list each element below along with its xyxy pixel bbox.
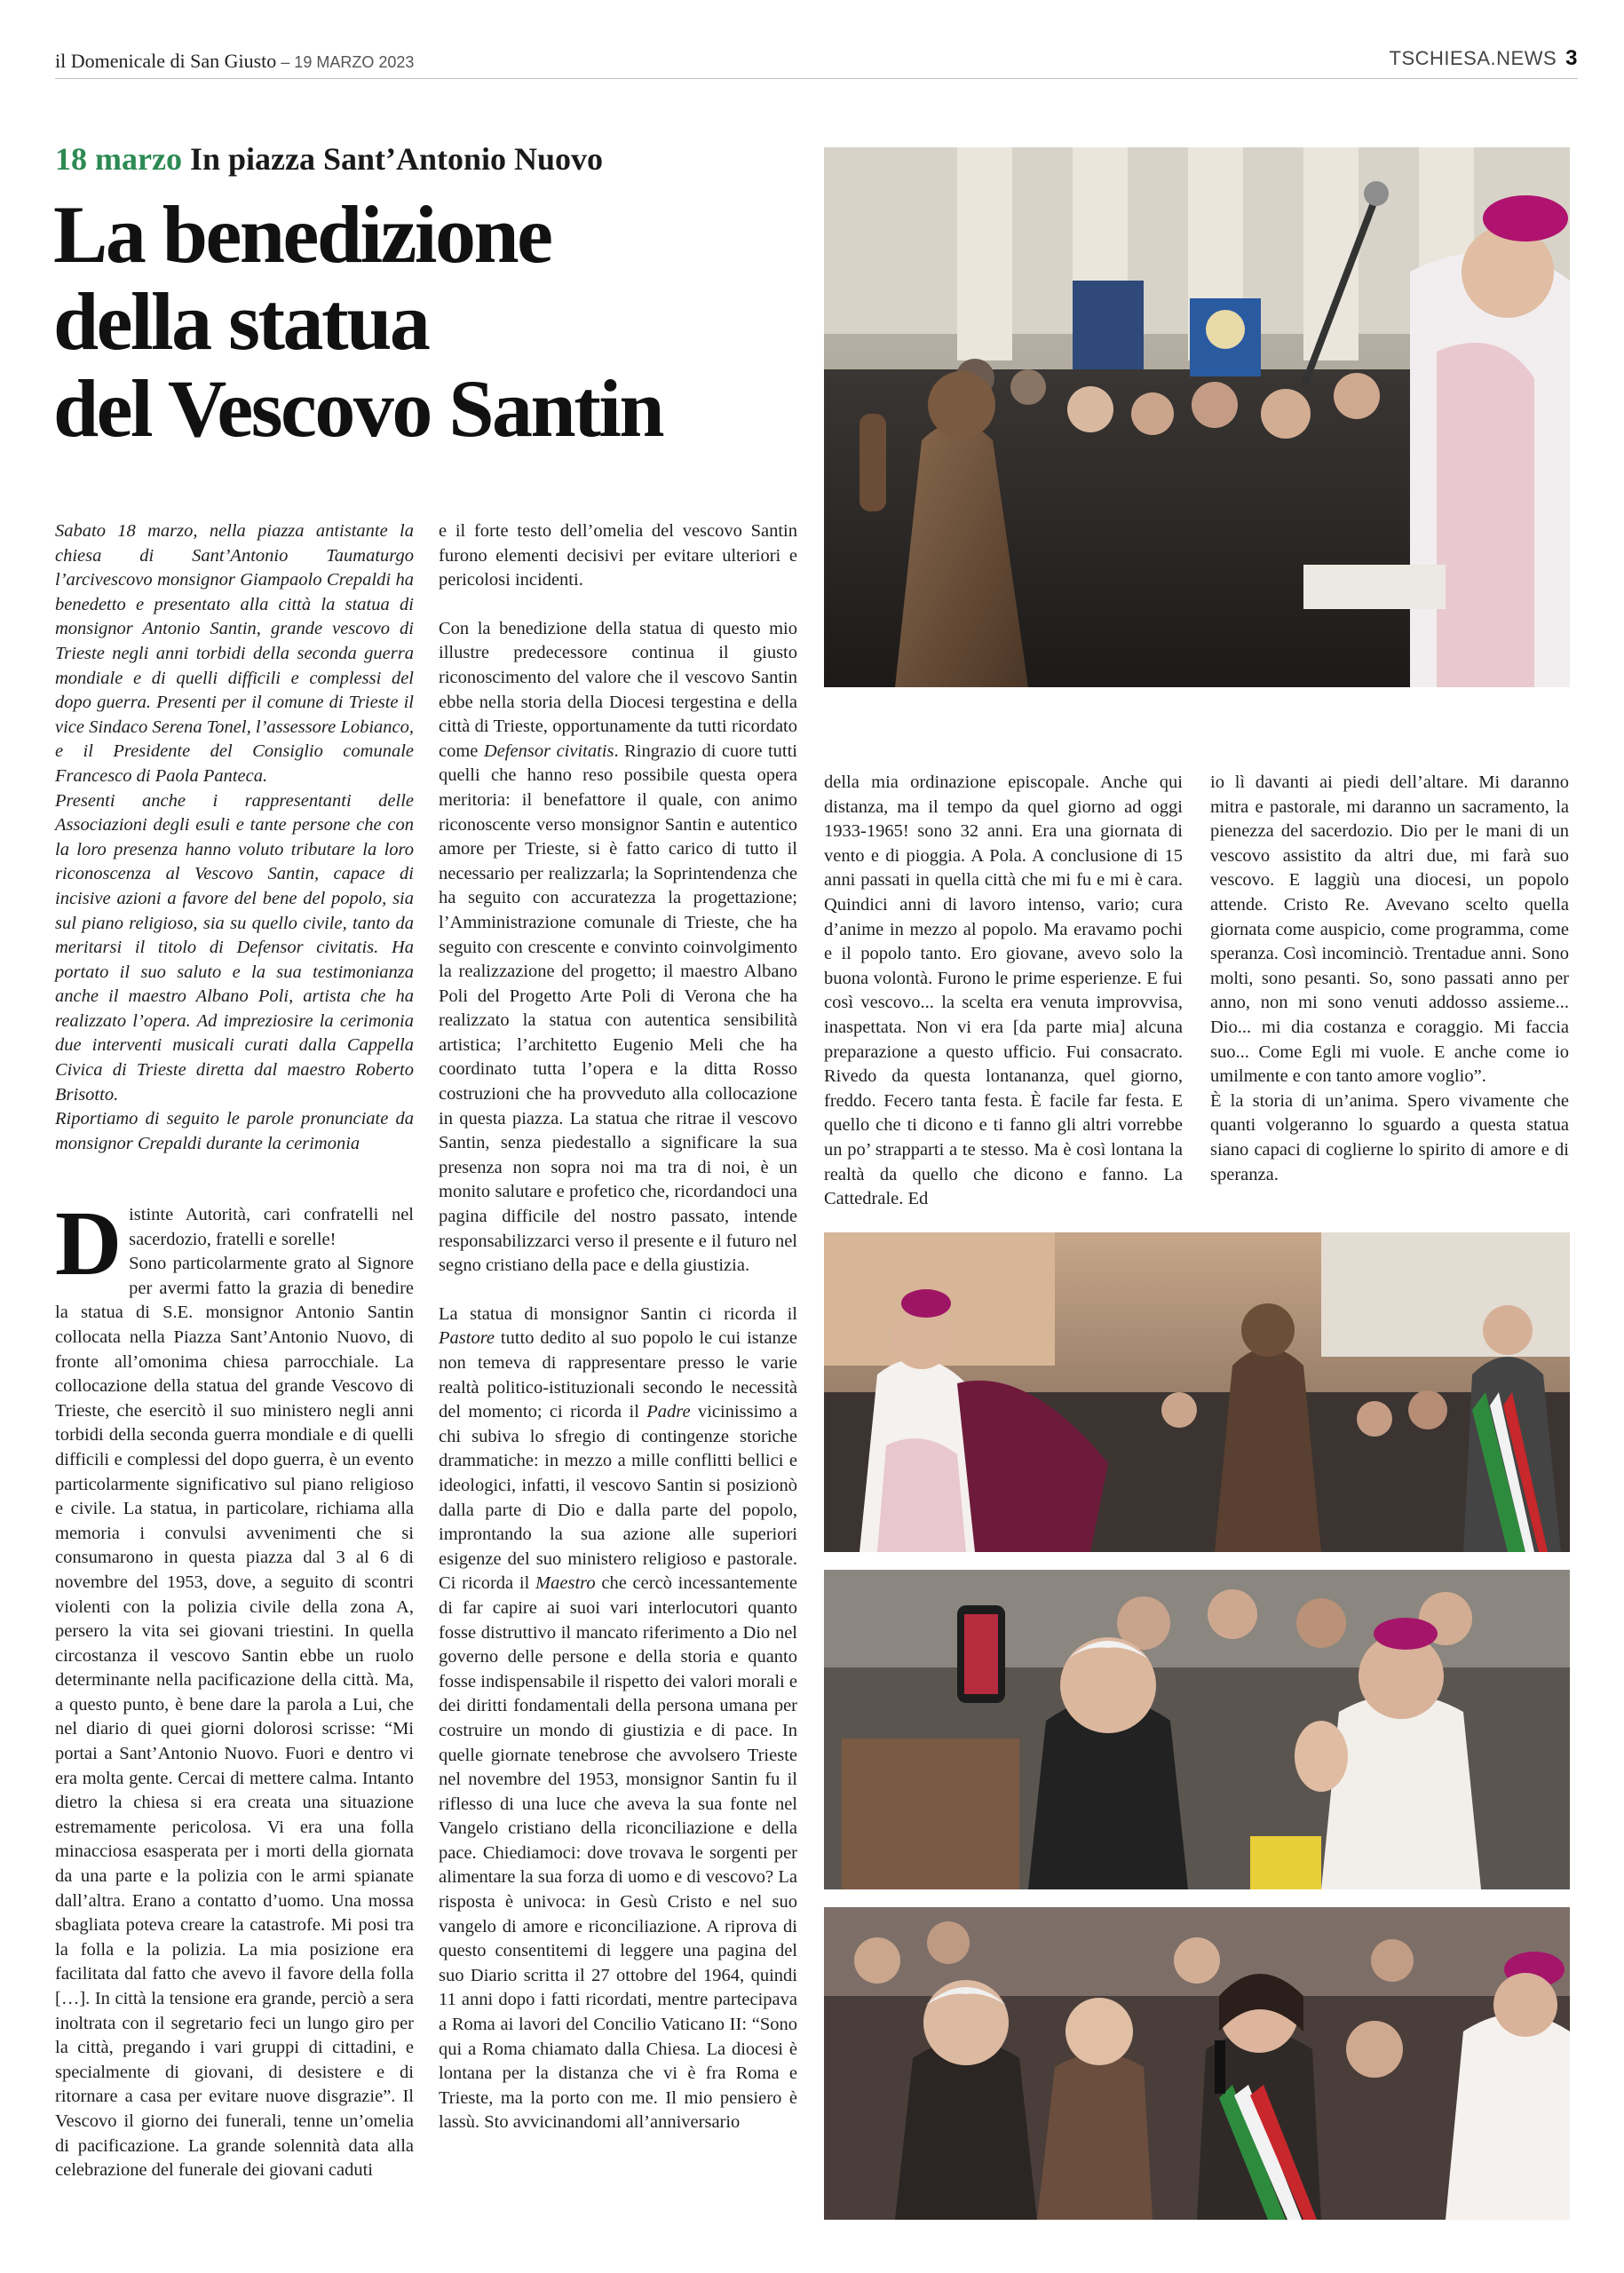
running-header-publication xyxy=(55,50,414,73)
publication-name: il Domenicale di San Giusto xyxy=(55,50,277,72)
headline-line-3: del Vescovo Santin xyxy=(53,363,663,454)
page-number: 3 xyxy=(1565,46,1578,70)
article-body-column-2 xyxy=(439,519,797,2135)
article-kicker xyxy=(55,140,603,178)
body-paragraph-7: io lì davanti ai piedi dell’altare. Mi daranno mitra e pastorale, mi daranno un sacramento, la pienezza del sacerdozio. Dio per le mani di un vescovo assistito da altri due, mi farà suo vescovo. E laggiù una diocesi, un popolo attende. Cristo Re. Avevano scelto quella giornata come auspicio, come programma, come speranza. Così incominciò. Trentadue anni. Sono molti, sono pesanti. So, sono passati anno per anno, non mi sono venuti addosso assieme... Dio... mi dia costanza e coraggio. Mi faccia suo... Come Egli mi vuole. E anche come io umilmente e con tanto amore voglio”. xyxy=(1210,772,1569,1087)
photo-unveiling xyxy=(824,1232,1570,1552)
header-divider xyxy=(55,78,1578,79)
article-body-column-3 xyxy=(824,771,1183,1212)
kicker-place: In piazza Sant’Antonio Nuovo xyxy=(189,141,604,177)
photo-speech-crowd xyxy=(824,1907,1570,2220)
site-name: TSCHIESA.NEWS xyxy=(1389,47,1557,69)
body-paragraph-2: Sono particolarmente grato al Signore per avermi fatto la grazia di benedire la statua di S.E. monsignor Antonio Santin collocata nella Piazza Sant’Antonio Nuovo, di fronte all’omonima chiesa parrocchiale. La collocazione della statua del grande Vescovo di Trieste, che esercitò il suo ministero negli anni torbidi della seconda guerra mondiale e di quelli difficili e complessi del dopo guerra, è un evento particolarmente significativo sul piano religioso e civile. La statua, in particolare, richiama alla memoria i convulsi avvenimenti che si consumarono in questa piazza dal 3 al 6 di novembre del 1953, dove, a seguito di scontri violenti con la polizia civile della zona A, persero la vita sei giovani triestini. In quella circostanza il vescovo Santin ebbe un ruolo determinante nella pacificazione della città. Ma, a questo punto, è bene dare la parola a Lui, che nel diario di quei giorni dolorosi scrisse: “Mi portai a Sant’Antonio Nuovo. Fuori e dentro vi era molta gente. Cercai di mettere calma. Intanto dietro la chiesa si era creata una situazione estremamente pericolosa. Vi era una folla minacciosa esasperata per i morti della giornata da una parte e la polizia con le armi spianate dall’altra. Erano a contatto d’uomo. Una mossa sbagliata poteva creare la catastrofe. Mi posi tra la folla e la polizia. La mia posizione era facilitata dal fatto che avevo il favore della folla […]. In città la tensione era grande, perciò a sera inoltrata con il segretario feci un lungo giro per la città, pregando i vari gruppi di cittadini, e specialmente di giovani, di desistere e di ritornare a casa per evitare nuove disgrazie”. Il Vescovo il giorno dei funerali, tenne un’omelia di pacificazione. La grande solennità data alla celebrazione del funerale dei giovani caduti xyxy=(55,1254,414,2181)
running-header-site xyxy=(1390,46,1579,71)
body-paragraph-6: della mia ordinazione episcopale. Anche qui distanza, ma il tempo da quel giorno ad oggi 1933-1965! sono 32 anni. Era una giornata di vento e di pioggia. A Pola. A conclusione di 15 anni passati in quella città che mi fu e mi è cara. Quindici anni di lavoro intenso, vario; cura d’anime in mezzo al popolo. Ma eravamo pochi e il popolo tanto. Ero giovane, avevo solo la buona volontà. Furono le prime esperienze. E fui così vescovo... la scelta era venuta improvvisa, inaspettata. Non vi era [da parte mia] alcuna preparazione a questo ufficio. Fui consacrato. Rivedo da questa lontananza, quel giorno, freddo. Fecero tanta festa. È facile far festa. E quello che ti dicono e ti fanno gli altri vorrebbe un po’ strapparti a te stesso. Ma è così lontana la realtà da quello che dicono e fanno. La Cattedrale. Ed xyxy=(824,772,1183,1209)
drop-cap: D xyxy=(55,1192,123,1295)
intro-paragraph-2: Presenti anche i rappresentanti delle Associazioni degli esuli e tante persone che con la loro presenza hanno voluto tributare la loro riconoscenza al Vescovo Santin, capace di incisive azioni a favore del bene del popolo, sia sul piano religioso, sia su quello civile, tanto da meritarsi il titolo di Defensor civitatis. Ha portato il suo saluto e la sua testimonianza anche il maestro Albano Poli, artista che ha realizzato l’opera. Ad impreziosire la cerimonia due interventi musicali curati dalla Cappella Civica di Trieste diretta dal maestro Roberto Brisotto. xyxy=(55,790,414,1105)
headline-line-1: La benedizione xyxy=(53,189,551,280)
photo-albano-poli-archbishop xyxy=(824,1570,1570,1889)
photo-blessing-statue xyxy=(824,147,1570,687)
body-paragraph-3: e il forte testo dell’omelia del vescovo Santin furono elementi decisivi per evitare ulteriori e pericolosi incidenti. xyxy=(439,521,797,590)
intro-paragraph-3: Riportiamo di seguito le parole pronunciate da monsignor Crepaldi durante la cerimonia xyxy=(55,1109,414,1153)
article-headline xyxy=(53,191,817,452)
intro-paragraph-1: Sabato 18 marzo, nella piazza antistante la chiesa di Sant’Antonio Taumaturgo l’arcivescovo monsignor Giampaolo Crepaldi ha benedetto e presentato alla città la statua di monsignor Antonio Santin, grande vescovo di Trieste negli anni torbidi della seconda guerra mondiale e di quelli difficili e complessi del dopo guerra. Presenti per il comune di Trieste il vice Sindaco Serena Tonel, l’assessore Lobianco, e il Presidente del Consiglio comunale Francesco di Paola Panteca. xyxy=(55,521,414,786)
body-paragraph-1: istinte Autorità, cari confratelli nel sacerdozio, fratelli e sorelle! xyxy=(129,1205,414,1249)
body-paragraph-4: Con la benedizione della statua di questo mio illustre predecessore continua il giusto riconoscimento del valore che il vescovo Santin ebbe nella storia della Diocesi tergestina e della città di Trieste, opportunamente da tutti ricordato come Defensor civitatis. Ringrazio di cuore tutti quelli che hanno reso possibile questa opera meritoria: il benefattore il quale, con animo riconoscente verso monsignor Santin e autentico amore per Trieste, si è fatto carico di tutto il necessario per realizzarla; la Soprintendenza che ha seguito con accuratezza la progettazione; l’Amministrazione comunale di Trieste, che ha seguito con crescente e convinto coinvolgimento la realizzazione del progetto; il maestro Albano Poli del Progetto Arte Poli di Verona che ha realizzato la statua con autentica sensibilità artistica; l’architetto Eugenio Meli che ha coordinato tutta l’opera e la ditta Rosso costruzioni che ha provveduto alla collocazione in questa piazza. La statua che ritrae il vescovo Santin, senza piedestallo a significare la sua presenza non sopra noi ma tra di noi, è un monito salutare e profetico che, ricordandoci una pagina difficile del nostro passato, intende responsabilizzarci verso il presente e il futuro nel segno cristiano della pace e della giustizia. xyxy=(439,618,797,1276)
body-paragraph-5: La statua di monsignor Santin ci ricorda il Pastore tutto dedito al suo popolo le cui istanze non temeva di rappresentare presso le varie realtà politico-istituzionali secondo le necessità del momento; ci ricorda il Padre vicinissimo a chi subiva lo sfregio di contingenze storiche drammatiche: in mezzo a mille conflitti bellici e ideologici, infatti, il vescovo Santin si posizionò dalla parte di Dio e dalla parte del popolo, improntando la sua azione alle superiori esigenze del suo ministero religioso e pastorale. Ci ricorda il Maestro che cercò incessantemente di far capire ai suoi vari interlocutori quanto fosse distruttivo il mancato riferimento a Dio nel governo delle persone e della storia e quanto fosse indispensabile il rispetto dei valori morali e dei diritti fondamentali della persona umana per costruire un mondo di giustizia e di pace. In quelle giornate tenebrose che avvolsero Trieste nel novembre del 1953, monsignor Santin fu il riflesso di una luce che aveva la sua fonte nel Vangelo cristiano della riconciliazione e della pace. Chiediamoci: dove trovava le sorgenti per alimentare la sua forza di uomo e di vescovo? La risposta è univoca: in Gesù Cristo e nel suo vangelo di amore e riconciliazione. A riprova di questo consentitemi di leggere una pagina del suo Diario scritta il 27 ottobre del 1964, quindi 11 anni dopo i fatti ricordati, mentre partecipava a Roma ai lavori del Concilio Vaticano II: “Sono qui a Roma chiamato dalla Chiesa. La diocesi è lontana per la distanza che vi è fra Roma e Trieste, ma la porto con me. Il mio pensiero è lassù. Sto avvicinandomi all’anniversario xyxy=(439,1303,798,2133)
article-intro xyxy=(55,519,414,1156)
body-paragraph-8: È la storia di un’anima. Spero vivamente che quanti volgeranno lo sguardo a questa statua siano capaci di coglierne lo spirito di amore e di speranza. xyxy=(1210,1090,1569,1184)
headline-line-2: della statua xyxy=(53,276,429,367)
issue-date: – 19 MARZO 2023 xyxy=(276,53,415,71)
article-body-column-1 xyxy=(55,1192,414,2183)
article-body-column-4 xyxy=(1210,771,1569,1187)
kicker-date: 18 marzo xyxy=(55,141,182,177)
